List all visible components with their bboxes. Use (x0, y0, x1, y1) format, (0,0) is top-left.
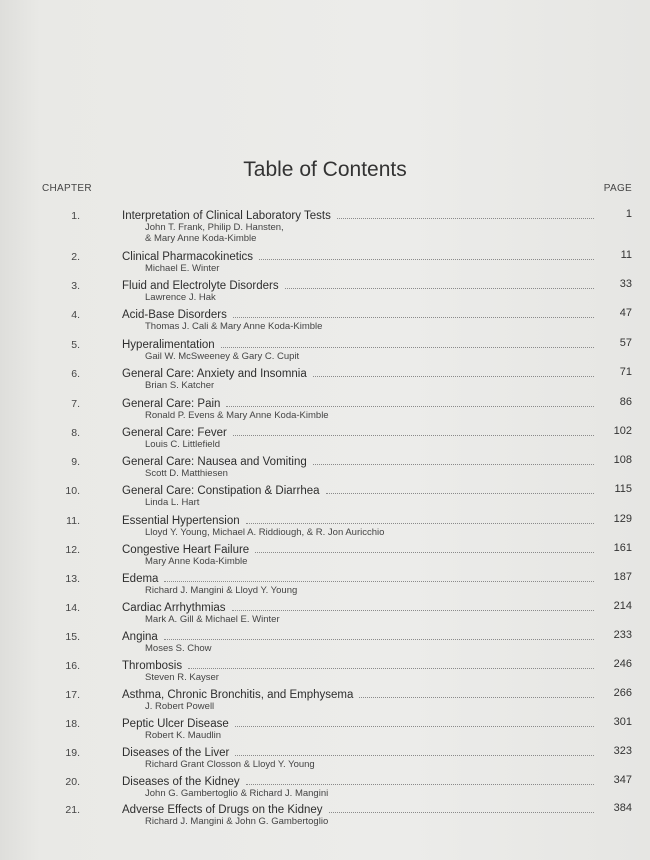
toc-entry (0, 515, 650, 543)
chapter-number: 15. (65, 631, 80, 643)
chapter-title: General Care: Constipation & Diarrhea (122, 485, 320, 497)
toc-entry (0, 456, 650, 484)
chapter-title: Angina (122, 631, 158, 643)
chapter-number: 21. (65, 804, 80, 816)
toc-entry (0, 280, 650, 308)
chapter-number: 5. (71, 339, 80, 351)
toc-entry (0, 718, 650, 746)
chapter-authors: Lloyd Y. Young, Michael A. Riddiough, & R. Jon Auricchio (145, 527, 385, 538)
page-number: 71 (619, 366, 632, 378)
chapter-authors: Scott D. Matthiesen (145, 468, 228, 479)
chapter-number: 1. (71, 210, 80, 222)
chapter-authors: Louis C. Littlefield (145, 439, 220, 450)
dot-leader (232, 602, 594, 611)
page-column-header: PAGE (603, 183, 632, 194)
dot-leader (233, 309, 594, 318)
dot-leader (337, 210, 594, 219)
toc-entry (0, 689, 650, 717)
toc-entry (0, 602, 650, 630)
page-number: 246 (613, 658, 632, 670)
page-number: 187 (613, 571, 632, 583)
page-number: 108 (613, 454, 632, 466)
toc-entry (0, 747, 650, 775)
page-number: 11 (620, 249, 632, 261)
chapter-authors: Robert K. Maudlin (145, 730, 222, 741)
toc-entry (0, 573, 650, 601)
page-number: 233 (613, 629, 632, 641)
dot-leader (221, 339, 594, 348)
chapter-authors: John G. Gambertoglio & Richard J. Mangini (145, 788, 329, 799)
page-number: 384 (613, 802, 632, 814)
toc-entry (0, 804, 650, 832)
chapter-number: 14. (65, 602, 80, 614)
page-number: 33 (619, 278, 632, 290)
page-number: 161 (613, 542, 632, 554)
page-number: 86 (619, 396, 632, 408)
chapter-number: 8. (71, 427, 80, 439)
page-number: 214 (613, 600, 632, 612)
toc-entry (0, 544, 650, 572)
page-number: 323 (613, 745, 632, 757)
chapter-number: 17. (65, 689, 80, 701)
page-number: 266 (613, 687, 632, 699)
dot-leader (164, 631, 594, 640)
chapter-authors: Ronald P. Evens & Mary Anne Koda-Kimble (145, 410, 329, 421)
chapter-number: 6. (71, 368, 80, 380)
chapter-number: 19. (65, 747, 80, 759)
chapter-title: Thrombosis (122, 660, 183, 672)
toc-entry (0, 427, 650, 455)
chapter-title: Fluid and Electrolyte Disorders (122, 280, 279, 292)
page-number: 347 (613, 774, 632, 786)
chapter-authors: Steven R. Kayser (145, 672, 219, 683)
chapter-title: General Care: Nausea and Vomiting (122, 456, 307, 468)
chapter-title: Interpretation of Clinical Laboratory Tests (122, 210, 331, 222)
page-number: 301 (613, 716, 632, 728)
chapter-title: Cardiac Arrhythmias (122, 602, 226, 614)
chapter-title: Acid-Base Disorders (122, 309, 227, 321)
chapter-authors: J. Robert Powell (145, 701, 215, 712)
chapter-title: Congestive Heart Failure (122, 544, 250, 556)
dot-leader (329, 804, 594, 813)
dot-leader (235, 747, 594, 756)
toc-entry (0, 631, 650, 659)
chapter-number: 9. (71, 456, 80, 468)
dot-leader (188, 660, 594, 669)
chapter-title: Edema (122, 573, 159, 585)
chapter-authors: Mark A. Gill & Michael E. Winter (145, 614, 280, 625)
chapter-authors-continued: & Mary Anne Koda-Kimble (145, 233, 257, 244)
chapter-title: Hyperalimentation (122, 339, 215, 351)
toc-entry (0, 485, 650, 513)
chapter-authors: John T. Frank, Philip D. Hansten, (145, 222, 284, 233)
chapter-title: Essential Hypertension (122, 515, 240, 527)
chapter-authors: Mary Anne Koda-Kimble (145, 556, 248, 567)
chapter-number: 2. (71, 251, 80, 263)
dot-leader (164, 573, 594, 582)
chapter-authors: Brian S. Katcher (145, 380, 215, 391)
chapter-number: 11. (66, 515, 80, 527)
dot-leader (246, 515, 594, 524)
chapter-title: General Care: Pain (122, 398, 221, 410)
chapter-authors: Michael E. Winter (145, 263, 220, 274)
page-title: Table of Contents (243, 158, 407, 181)
page-number: 1 (625, 208, 632, 220)
dot-leader (233, 427, 594, 436)
toc-entry (0, 339, 650, 367)
chapter-number: 13. (65, 573, 80, 585)
dot-leader (226, 398, 594, 407)
chapter-authors: Lawrence J. Hak (145, 292, 216, 303)
toc-entry (0, 398, 650, 426)
chapter-authors: Gail W. McSweeney & Gary C. Cupit (145, 351, 300, 362)
chapter-authors: Linda L. Hart (145, 497, 200, 508)
chapter-number: 18. (65, 718, 80, 730)
toc-entry (0, 776, 650, 804)
chapter-number: 4. (71, 309, 80, 321)
chapter-number: 7. (71, 398, 80, 410)
chapter-authors: Thomas J. Cali & Mary Anne Koda-Kimble (145, 321, 323, 332)
page-number: 129 (613, 513, 632, 525)
toc-entry (0, 309, 650, 337)
dot-leader (235, 718, 594, 727)
chapter-title: Asthma, Chronic Bronchitis, and Emphysema (122, 689, 354, 701)
chapter-column-header: CHAPTER (42, 183, 92, 194)
toc-entry (0, 368, 650, 396)
page-number: 102 (613, 425, 632, 437)
chapter-number: 12. (65, 544, 80, 556)
chapter-title: General Care: Fever (122, 427, 227, 439)
dot-leader (246, 776, 594, 785)
page-number: 47 (619, 307, 632, 319)
chapter-title: Diseases of the Liver (122, 747, 230, 759)
dot-leader (313, 368, 594, 377)
chapter-authors: Richard J. Mangini & John G. Gambertoglio (145, 816, 329, 827)
page-number: 57 (619, 337, 632, 349)
dot-leader (255, 544, 594, 553)
chapter-title: Adverse Effects of Drugs on the Kidney (122, 804, 323, 816)
toc-entry (0, 660, 650, 688)
chapter-title: Clinical Pharmacokinetics (122, 251, 254, 263)
bleed-through-texture (40, 60, 620, 92)
chapter-number: 3. (71, 280, 80, 292)
toc-entry (0, 208, 650, 244)
page-number: 115 (614, 483, 632, 495)
dot-leader (326, 485, 594, 494)
toc-entry (0, 251, 650, 279)
chapter-number: 16. (65, 660, 80, 672)
chapter-title: General Care: Anxiety and Insomnia (122, 368, 307, 380)
dot-leader (259, 251, 594, 260)
chapter-authors: Richard J. Mangini & Lloyd Y. Young (145, 585, 298, 596)
chapter-authors: Moses S. Chow (145, 643, 212, 654)
chapter-title: Diseases of the Kidney (122, 776, 240, 788)
chapter-number: 10. (65, 485, 80, 497)
dot-leader (313, 456, 594, 465)
dot-leader (359, 689, 594, 698)
dot-leader (285, 280, 594, 289)
chapter-number: 20. (65, 776, 80, 788)
chapter-title: Peptic Ulcer Disease (122, 718, 229, 730)
chapter-authors: Richard Grant Closson & Lloyd Y. Young (145, 759, 315, 770)
